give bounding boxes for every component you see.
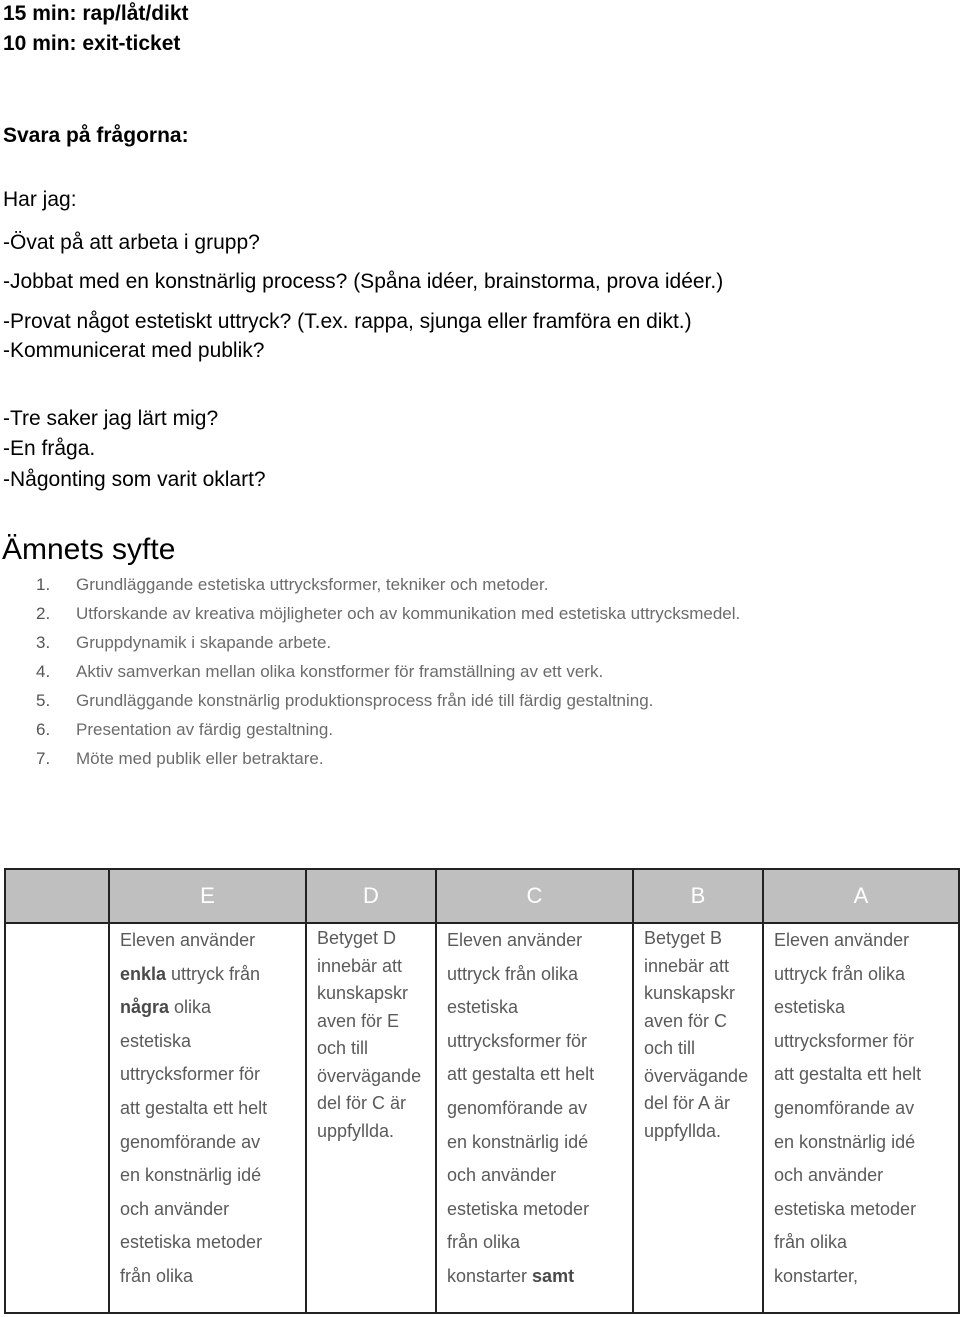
cell-line: och till	[317, 1038, 369, 1058]
grade-header-e: E	[109, 869, 306, 923]
grades-table	[4, 868, 960, 1314]
grade-cell-a	[763, 923, 959, 1313]
aim-number: 3.	[36, 633, 51, 652]
cell-line: uppfyllda.	[317, 1120, 395, 1141]
cell-line: en konstnärlig idé	[447, 1131, 589, 1152]
cell-line: att gestalta ett helt	[447, 1064, 595, 1085]
cell-line: och använder	[774, 1165, 884, 1186]
cell-line: uttrycksformer för	[774, 1030, 915, 1051]
cell-line: uttrycksformer för	[447, 1030, 588, 1051]
cell-line: innebär att	[317, 955, 403, 976]
cell-line: att gestalta ett helt	[774, 1064, 922, 1085]
cell-line: Betyget B	[644, 928, 723, 948]
aim-text: Grundläggande konstnärlig produktionsprocess från idé till färdig gestaltning.	[76, 691, 654, 710]
aim-text: Presentation av färdig gestaltning.	[76, 720, 334, 739]
grade-cell-e	[109, 923, 306, 1313]
grade-text-b	[634, 924, 762, 1145]
cell-line: aven för C	[644, 1010, 728, 1031]
cell-line: enkla uttryck från	[120, 963, 261, 984]
grades-row-label-cell	[5, 923, 109, 1313]
aim-item	[36, 720, 333, 740]
cell-line: Betyget D	[317, 928, 397, 948]
grade-header-b: B	[633, 869, 763, 923]
aim-text: Gruppdynamik i skapande arbete.	[76, 633, 332, 652]
aim-number: 6.	[36, 720, 51, 739]
top-line-1: 15 min: rap/låt/dikt	[3, 2, 189, 25]
grade-cell-d	[306, 923, 436, 1313]
cell-line: genomförande av	[120, 1131, 261, 1152]
cell-line: estetiska metoder	[774, 1198, 917, 1219]
question-line: -Någonting som varit oklart?	[3, 468, 266, 491]
cell-line: genomförande av	[774, 1097, 915, 1118]
question-line: Har jag:	[3, 188, 77, 211]
cell-line: övervägande	[317, 1065, 422, 1086]
cell-line: från olika	[447, 1232, 521, 1253]
question-line: -Övat på att arbeta i grupp?	[3, 231, 260, 254]
grade-cell-b	[633, 923, 763, 1313]
aim-number: 4.	[36, 662, 51, 681]
grade-header-d: D	[306, 869, 436, 923]
question-line: -Provat något estetiskt uttryck? (T.ex. rappa, sjunga eller framföra en dikt.)	[3, 310, 692, 333]
cell-line: en konstnärlig idé	[774, 1131, 916, 1152]
cell-line: uttryck från olika	[774, 963, 906, 984]
aim-item	[36, 749, 324, 769]
aim-item	[36, 691, 653, 711]
cell-line: uppfyllda.	[644, 1120, 722, 1141]
grades-header-blank	[5, 869, 109, 923]
grade-text-d	[307, 924, 435, 1145]
question-line: -En fråga.	[3, 437, 96, 460]
answer-heading: Svara på frågorna:	[3, 124, 189, 147]
cell-line: och till	[644, 1038, 696, 1058]
question-line: -Kommunicerat med publik?	[3, 339, 265, 362]
cell-line: kunskapskr	[317, 983, 409, 1003]
grade-cell-c	[436, 923, 633, 1313]
grades-body-row	[5, 923, 959, 1313]
cell-line: estetiska metoder	[447, 1198, 590, 1219]
cell-line: del för A är	[644, 1093, 731, 1113]
aim-text: Utforskande av kreativa möjligheter och av kommunikation med estetiska uttrycksmedel.	[76, 604, 741, 623]
aim-number: 5.	[36, 691, 51, 710]
top-line-2: 10 min: exit-ticket	[3, 32, 181, 55]
cell-line: Eleven använder	[774, 930, 910, 950]
cell-line: några olika	[120, 997, 212, 1018]
grades-header-row	[5, 869, 959, 923]
cell-line: en konstnärlig idé	[120, 1165, 262, 1186]
subject-heading: Ämnets syfte	[2, 533, 176, 566]
grade-text-e	[110, 924, 305, 1294]
aim-item	[36, 662, 603, 682]
cell-line: konstarter samt	[447, 1265, 575, 1286]
cell-line: uttrycksformer för	[120, 1064, 261, 1085]
cell-line: innebär att	[644, 955, 730, 976]
cell-line: från olika	[120, 1265, 194, 1286]
cell-line: och använder	[447, 1165, 557, 1186]
aim-number: 2.	[36, 604, 51, 623]
cell-line: estetiska	[120, 1030, 192, 1051]
cell-line: att gestalta ett helt	[120, 1097, 268, 1118]
aim-item	[36, 604, 740, 624]
cell-line: estetiska	[447, 997, 519, 1018]
grade-header-c: C	[436, 869, 633, 923]
cell-line: och använder	[120, 1198, 230, 1219]
cell-line: kunskapskr	[644, 983, 736, 1003]
grade-text-a	[764, 924, 958, 1294]
cell-line: från olika	[774, 1232, 848, 1253]
cell-line: estetiska metoder	[120, 1232, 263, 1253]
grade-text-c	[437, 924, 632, 1294]
aim-number: 7.	[36, 749, 51, 768]
cell-line: del för C är	[317, 1093, 407, 1113]
cell-line: övervägande	[644, 1065, 749, 1086]
aim-text: Aktiv samverkan mellan olika konstformer för framställning av ett verk.	[76, 662, 604, 681]
cell-line: aven för E	[317, 1010, 400, 1031]
question-line: -Tre saker jag lärt mig?	[3, 407, 219, 430]
aim-text: Möte med publik eller betraktare.	[76, 749, 324, 768]
cell-line: genomförande av	[447, 1097, 588, 1118]
cell-line: estetiska	[774, 997, 846, 1018]
cell-line: uttryck från olika	[447, 963, 579, 984]
question-line: -Jobbat med en konstnärlig process? (Spåna idéer, brainstorma, prova idéer.)	[3, 270, 724, 293]
aim-number: 1.	[36, 575, 51, 594]
cell-line: Eleven använder	[120, 930, 256, 950]
aim-item	[36, 633, 331, 653]
grade-header-a: A	[763, 869, 959, 923]
cell-line: konstarter,	[774, 1265, 859, 1286]
aim-text: Grundläggande estetiska uttrycksformer, tekniker och metoder.	[76, 575, 549, 594]
cell-line: Eleven använder	[447, 930, 583, 950]
aim-item	[36, 575, 548, 595]
